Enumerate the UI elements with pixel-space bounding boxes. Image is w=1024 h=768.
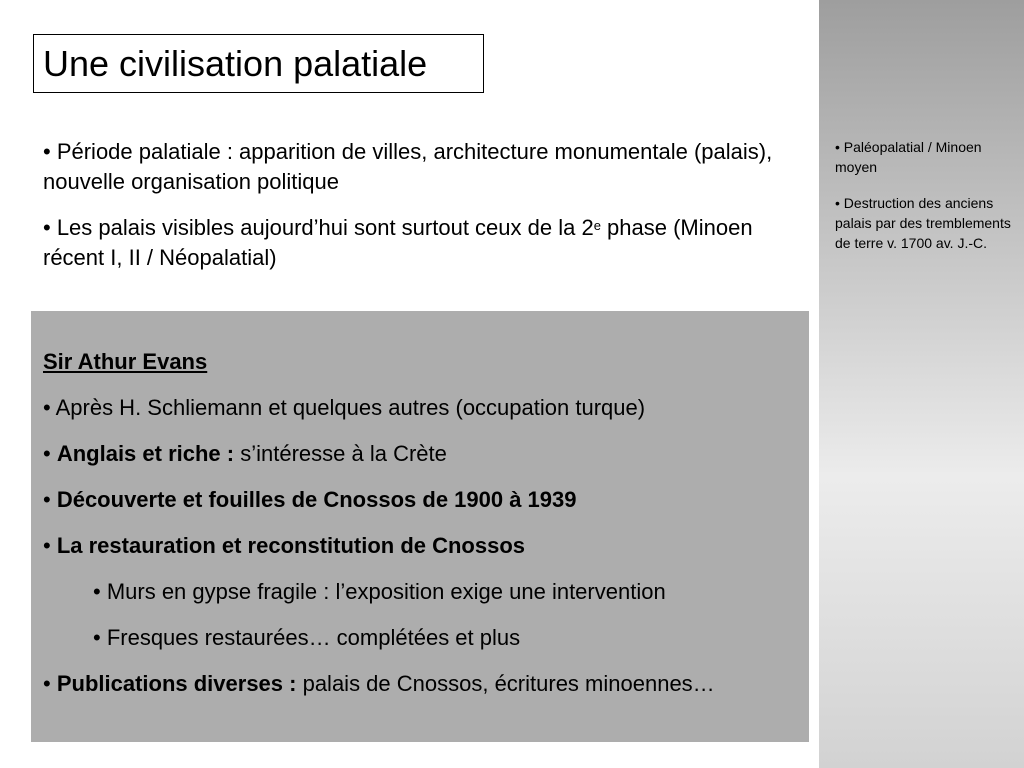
side-note-destruction: • Destruction des anciens palais par des tremblements de terre v. 1700 av. J.-C. bbox=[835, 195, 1011, 251]
item-text: palais de Cnossos, écritures minoennes… bbox=[296, 671, 715, 696]
evans-subitem-fresques: • Fresques restaurées… complétées et plus bbox=[93, 625, 521, 650]
slide-title: Une civilisation palatiale bbox=[33, 34, 484, 93]
intro-p2-tail: phase (Minoen récent I, II / Néopalatial) bbox=[43, 215, 753, 270]
side-notes bbox=[835, 137, 1017, 269]
bullet: • bbox=[43, 671, 57, 696]
side-note-paleopalatial: • Paléopalatial / Minoen moyen bbox=[835, 139, 982, 175]
bold-text: La restauration et reconstitution de Cnossos bbox=[56, 533, 526, 558]
bullet: • bbox=[43, 533, 57, 558]
bold-text: Publications diverses : bbox=[56, 671, 297, 696]
evans-item-anglais bbox=[43, 439, 799, 469]
bullet: • bbox=[43, 487, 57, 512]
evans-item-publications bbox=[43, 669, 799, 699]
evans-item-schliemann: • Après H. Schliemann et quelques autres (occupation turque) bbox=[43, 395, 646, 420]
bullet: • bbox=[43, 441, 57, 466]
bold-text: Anglais et riche : bbox=[56, 441, 235, 466]
bold-text: Découverte et fouilles de Cnossos de 1900 à 1939 bbox=[56, 487, 577, 512]
intro-p2-text: • Les palais visibles aujourd’hui sont surtout ceux de la 2 bbox=[43, 215, 594, 240]
superscript-e: e bbox=[593, 218, 601, 233]
evans-item-decouverte bbox=[43, 485, 799, 515]
sidebar-panel bbox=[819, 0, 1024, 768]
evans-box bbox=[31, 311, 809, 742]
evans-item-restauration bbox=[43, 531, 799, 561]
item-text: s’intéresse à la Crète bbox=[234, 441, 447, 466]
intro-paragraph-periode: • Période palatiale : apparition de villes, architecture monumentale (palais), nouvelle organisation politique bbox=[43, 139, 773, 194]
evans-heading: Sir Athur Evans bbox=[43, 349, 208, 374]
intro-paragraph-palais bbox=[43, 213, 813, 273]
intro-text bbox=[43, 137, 813, 289]
evans-subitem-murs: • Murs en gypse fragile : l’exposition exige une intervention bbox=[93, 579, 666, 604]
